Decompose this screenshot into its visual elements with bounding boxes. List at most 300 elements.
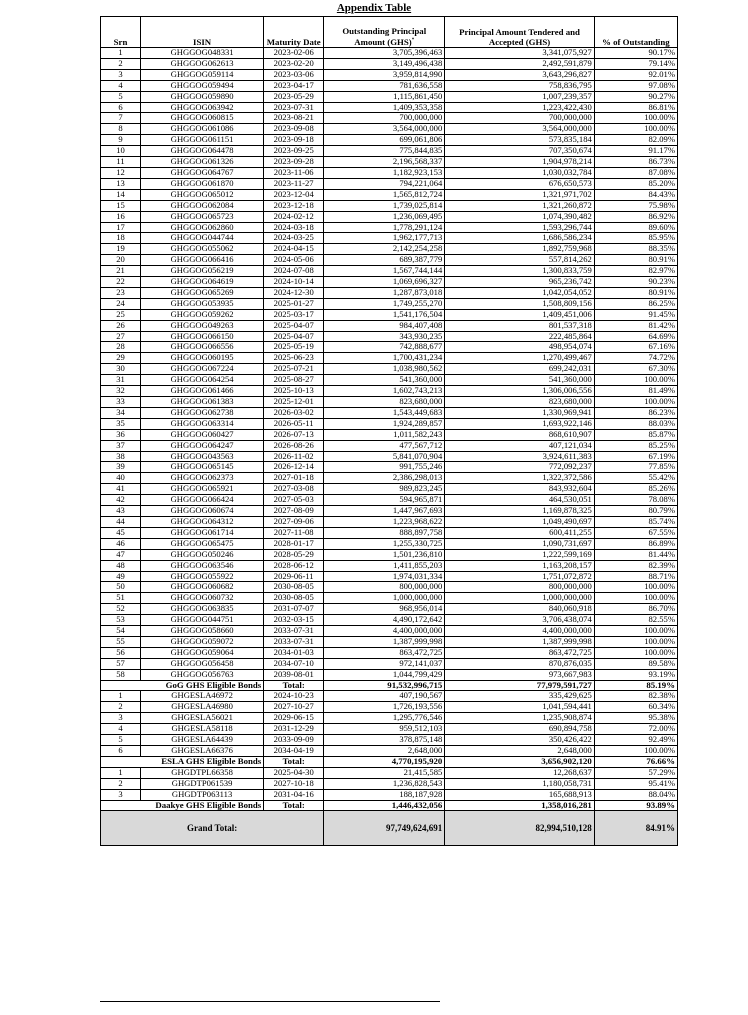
cell-outstanding: 794,221,064 [324,178,445,189]
cell-pct: 85.20% [594,178,677,189]
cell-isin: GHGGOG056219 [141,266,264,277]
cell-srn: 5 [101,735,141,746]
cell-isin: GHGGOG044751 [141,615,264,626]
cell-pct: 81.49% [594,386,677,397]
table-row [101,462,678,473]
table-row [101,451,678,462]
cell-pct: 95.38% [594,713,677,724]
cell-tendered: 823,680,000 [445,397,595,408]
cell-outstanding: 984,407,408 [324,320,445,331]
cell-maturity-date: 2027-10-27 [264,702,324,713]
cell-maturity-date: 2033-07-31 [264,636,324,647]
cell-srn: 4 [101,724,141,735]
cell-srn: 43 [101,506,141,517]
cell-isin: GHGGOG065145 [141,462,264,473]
cell-outstanding: 3,149,496,438 [324,58,445,69]
cell-outstanding: 407,190,567 [324,691,445,702]
cell-tendered: 707,350,674 [445,146,595,157]
cell-pct: 92.49% [594,735,677,746]
cell-maturity-date: 2026-11-02 [264,451,324,462]
cell-srn: 20 [101,255,141,266]
subtotal-tendered: 3,656,902,120 [445,756,595,767]
table-row [101,582,678,593]
cell-tendered: 1,180,058,731 [445,778,595,789]
cell-outstanding: 991,755,246 [324,462,445,473]
table-row [101,375,678,386]
cell-maturity-date: 2033-09-09 [264,735,324,746]
cell-pct: 100.00% [594,746,677,757]
cell-maturity-date: 2023-03-06 [264,69,324,80]
cell-tendered: 350,426,422 [445,735,595,746]
cell-isin: GHGGOG062860 [141,222,264,233]
cell-tendered: 557,814,262 [445,255,595,266]
table-row [101,778,678,789]
cell-srn: 57 [101,658,141,669]
subtotal-outstanding: 91,532,996,715 [324,680,445,691]
cell-outstanding: 1,567,744,144 [324,266,445,277]
cell-srn: 1 [101,767,141,778]
cell-isin: GHGESLA64439 [141,735,264,746]
appendix-table [100,16,678,846]
table-row [101,527,678,538]
cell-tendered: 690,894,758 [445,724,595,735]
cell-isin: GHGGOG060195 [141,353,264,364]
header-srn: Srn [101,17,141,48]
cell-maturity-date: 2025-03-17 [264,309,324,320]
cell-pct: 100.00% [594,582,677,593]
cell-tendered: 2,492,591,879 [445,58,595,69]
table-row [101,473,678,484]
cell-pct: 86.81% [594,102,677,113]
cell-srn: 16 [101,211,141,222]
cell-maturity-date: 2025-06-23 [264,353,324,364]
table-row [101,48,678,59]
cell-isin: GHGDTPL66358 [141,767,264,778]
cell-maturity-date: 2026-12-14 [264,462,324,473]
table-row [101,102,678,113]
cell-tendered: 699,242,031 [445,364,595,375]
cell-tendered: 1,322,372,586 [445,473,595,484]
cell-maturity-date: 2025-05-19 [264,342,324,353]
table-row [101,146,678,157]
cell-maturity-date: 2024-12-30 [264,287,324,298]
cell-pct: 100.00% [594,124,677,135]
cell-pct: 88.35% [594,244,677,255]
cell-isin: GHGGOG059072 [141,636,264,647]
cell-tendered: 1,049,490,697 [445,516,595,527]
subtotal-outstanding: 4,770,195,920 [324,756,445,767]
table-row [101,669,678,680]
cell-srn: 38 [101,451,141,462]
header-outstanding-amount [324,17,445,48]
cell-outstanding: 1,182,923,153 [324,167,445,178]
table-row [101,113,678,124]
footnote-divider [100,1001,440,1002]
cell-srn: 6 [101,746,141,757]
cell-srn: 44 [101,516,141,527]
cell-outstanding: 1,387,999,998 [324,636,445,647]
cell-pct: 100.00% [594,375,677,386]
header-outstanding-label: Outstanding Principal Amount (GHS) [342,26,427,47]
cell-tendered: 758,836,795 [445,80,595,91]
cell-maturity-date: 2039-08-01 [264,669,324,680]
cell-isin: GHGGOG065723 [141,211,264,222]
cell-tendered: 1,409,451,006 [445,309,595,320]
cell-maturity-date: 2023-11-06 [264,167,324,178]
cell-isin: GHGGOG065475 [141,538,264,549]
table-row [101,626,678,637]
cell-isin: GHGGOG065269 [141,287,264,298]
cell-outstanding: 5,841,070,904 [324,451,445,462]
cell-srn: 29 [101,353,141,364]
cell-pct: 90.23% [594,277,677,288]
cell-pct: 78.08% [594,495,677,506]
cell-tendered: 1,508,809,156 [445,298,595,309]
header-tendered-amount: Principal Amount Tendered and Accepted (GHS) [445,17,595,48]
table-row [101,331,678,342]
table-row [101,560,678,571]
cell-outstanding: 1,411,855,203 [324,560,445,571]
cell-isin: GHGESLA46972 [141,691,264,702]
cell-pct: 91.17% [594,146,677,157]
table-row [101,484,678,495]
cell-srn: 25 [101,309,141,320]
cell-maturity-date: 2031-04-16 [264,789,324,800]
cell-maturity-date: 2023-04-17 [264,80,324,91]
cell-srn: 56 [101,647,141,658]
cell-outstanding: 742,888,677 [324,342,445,353]
cell-srn: 30 [101,364,141,375]
cell-tendered: 1,169,878,325 [445,506,595,517]
cell-pct: 74.72% [594,353,677,364]
subtotal-row [101,800,678,811]
cell-maturity-date: 2025-12-01 [264,397,324,408]
cell-tendered: 3,924,611,383 [445,451,595,462]
cell-isin: GHGGOG059262 [141,309,264,320]
cell-isin: GHGGOG062738 [141,407,264,418]
cell-maturity-date: 2034-07-10 [264,658,324,669]
cell-pct: 77.85% [594,462,677,473]
cell-outstanding: 594,965,871 [324,495,445,506]
subtotal-row [101,756,678,767]
cell-srn: 58 [101,669,141,680]
cell-tendered: 498,954,074 [445,342,595,353]
cell-srn: 12 [101,167,141,178]
cell-outstanding: 1,236,828,543 [324,778,445,789]
cell-outstanding: 4,400,000,000 [324,626,445,637]
cell-maturity-date: 2024-04-15 [264,244,324,255]
table-row [101,636,678,647]
cell-srn: 39 [101,462,141,473]
cell-pct: 86.89% [594,538,677,549]
cell-outstanding: 2,196,568,337 [324,157,445,168]
cell-isin: GHGGOG064619 [141,277,264,288]
table-row [101,178,678,189]
cell-srn: 31 [101,375,141,386]
cell-srn: 47 [101,549,141,560]
cell-isin: GHGGOG061714 [141,527,264,538]
cell-maturity-date: 2025-04-07 [264,320,324,331]
cell-isin: GHGGOG059890 [141,91,264,102]
table-row [101,266,678,277]
cell-tendered: 1,751,072,872 [445,571,595,582]
cell-srn: 49 [101,571,141,582]
cell-isin: GHGGOG064478 [141,146,264,157]
table-row [101,309,678,320]
table-row [101,724,678,735]
cell-maturity-date: 2027-01-18 [264,473,324,484]
cell-outstanding: 800,000,000 [324,582,445,593]
cell-maturity-date: 2025-07-21 [264,364,324,375]
cell-pct: 88.71% [594,571,677,582]
cell-tendered: 1,223,422,430 [445,102,595,113]
cell-maturity-date: 2027-11-08 [264,527,324,538]
cell-tendered: 222,485,864 [445,331,595,342]
cell-pct: 67.19% [594,451,677,462]
cell-isin: GHGGOG066416 [141,255,264,266]
cell-outstanding: 1,726,193,556 [324,702,445,713]
table-row [101,58,678,69]
cell-maturity-date: 2029-06-11 [264,571,324,582]
cell-pct: 67.16% [594,342,677,353]
cell-tendered: 1,330,969,941 [445,407,595,418]
cell-srn: 3 [101,789,141,800]
cell-isin: GHGESLA56021 [141,713,264,724]
cell-isin: GHGESLA46980 [141,702,264,713]
cell-maturity-date: 2026-03-02 [264,407,324,418]
header-isin: ISIN [141,17,264,48]
cell-srn: 42 [101,495,141,506]
cell-isin: GHGGOG067224 [141,364,264,375]
cell-maturity-date: 2030-08-05 [264,593,324,604]
table-row [101,364,678,375]
cell-tendered: 12,268,637 [445,767,595,778]
cell-maturity-date: 2026-05-11 [264,418,324,429]
cell-tendered: 1,693,922,146 [445,418,595,429]
table-row [101,506,678,517]
table-row [101,167,678,178]
cell-maturity-date: 2025-10-13 [264,386,324,397]
cell-isin: GHGGOG064254 [141,375,264,386]
cell-srn: 53 [101,615,141,626]
subtotal-outstanding: 1,446,432,056 [324,800,445,811]
cell-srn: 15 [101,200,141,211]
subtotal-label: GoG GHS Eligible Bonds [101,680,264,691]
cell-maturity-date: 2023-02-20 [264,58,324,69]
cell-pct: 87.08% [594,167,677,178]
subtotal-tendered: 77,979,591,727 [445,680,595,691]
cell-outstanding: 4,490,172,642 [324,615,445,626]
cell-outstanding: 2,142,254,258 [324,244,445,255]
cell-isin: GHGGOG063942 [141,102,264,113]
cell-isin: GHGGOG044744 [141,233,264,244]
cell-tendered: 1,300,833,759 [445,266,595,277]
cell-pct: 92.01% [594,69,677,80]
cell-maturity-date: 2026-07-13 [264,429,324,440]
cell-srn: 21 [101,266,141,277]
cell-outstanding: 1,962,177,713 [324,233,445,244]
cell-srn: 4 [101,80,141,91]
cell-outstanding: 1,044,799,429 [324,669,445,680]
subtotal-row [101,680,678,691]
cell-pct: 100.00% [594,636,677,647]
cell-isin: GHGGOG049263 [141,320,264,331]
table-row [101,342,678,353]
cell-srn: 27 [101,331,141,342]
cell-maturity-date: 2031-07-07 [264,604,324,615]
cell-pct: 93.19% [594,669,677,680]
cell-srn: 50 [101,582,141,593]
table-row [101,222,678,233]
cell-pct: 90.17% [594,48,677,59]
cell-tendered: 1,321,260,872 [445,200,595,211]
table-row [101,200,678,211]
cell-outstanding: 1,038,980,562 [324,364,445,375]
cell-srn: 23 [101,287,141,298]
cell-outstanding: 1,543,449,683 [324,407,445,418]
cell-isin: GHGGOG063546 [141,560,264,571]
cell-pct: 86.70% [594,604,677,615]
cell-tendered: 965,236,742 [445,277,595,288]
cell-isin: GHGGOG066150 [141,331,264,342]
cell-srn: 48 [101,560,141,571]
cell-outstanding: 1,115,861,450 [324,91,445,102]
cell-outstanding: 1,447,967,693 [324,506,445,517]
cell-tendered: 1,306,006,556 [445,386,595,397]
cell-outstanding: 989,823,245 [324,484,445,495]
cell-outstanding: 1,000,000,000 [324,593,445,604]
cell-isin: GHGGOG064247 [141,440,264,451]
cell-outstanding: 888,897,758 [324,527,445,538]
cell-srn: 5 [101,91,141,102]
cell-tendered: 863,472,725 [445,647,595,658]
cell-tendered: 1,270,499,467 [445,353,595,364]
cell-pct: 60.34% [594,702,677,713]
cell-maturity-date: 2026-08-26 [264,440,324,451]
cell-srn: 45 [101,527,141,538]
cell-pct: 82.09% [594,135,677,146]
cell-pct: 85.74% [594,516,677,527]
cell-pct: 75.98% [594,200,677,211]
cell-tendered: 676,650,573 [445,178,595,189]
cell-srn: 54 [101,626,141,637]
cell-maturity-date: 2023-12-04 [264,189,324,200]
cell-maturity-date: 2023-05-29 [264,91,324,102]
cell-outstanding: 689,387,779 [324,255,445,266]
cell-pct: 82.97% [594,266,677,277]
cell-maturity-date: 2025-01-27 [264,298,324,309]
cell-tendered: 3,564,000,000 [445,124,595,135]
cell-outstanding: 2,648,000 [324,746,445,757]
cell-maturity-date: 2024-03-18 [264,222,324,233]
cell-isin: GHGDTP063113 [141,789,264,800]
cell-outstanding: 775,844,835 [324,146,445,157]
cell-srn: 1 [101,48,141,59]
cell-tendered: 801,537,318 [445,320,595,331]
cell-outstanding: 1,287,873,018 [324,287,445,298]
cell-pct: 88.03% [594,418,677,429]
cell-outstanding: 3,959,814,990 [324,69,445,80]
cell-tendered: 407,121,034 [445,440,595,451]
cell-pct: 90.27% [594,91,677,102]
cell-isin: GHGGOG063835 [141,604,264,615]
table-row [101,440,678,451]
cell-pct: 67.55% [594,527,677,538]
cell-outstanding: 477,567,712 [324,440,445,451]
cell-srn: 10 [101,146,141,157]
cell-outstanding: 1,236,069,495 [324,211,445,222]
table-row [101,658,678,669]
subtotal-pct: 85.19% [594,680,677,691]
cell-isin: GHGESLA58118 [141,724,264,735]
cell-tendered: 1,321,971,702 [445,189,595,200]
cell-isin: GHGGOG059114 [141,69,264,80]
cell-tendered: 840,060,918 [445,604,595,615]
cell-maturity-date: 2023-09-18 [264,135,324,146]
cell-tendered: 868,610,907 [445,429,595,440]
cell-srn: 22 [101,277,141,288]
cell-srn: 52 [101,604,141,615]
page-title: Appendix Table [336,2,412,14]
table-row [101,91,678,102]
cell-outstanding: 1,255,330,725 [324,538,445,549]
cell-isin: GHGGOG060732 [141,593,264,604]
cell-tendered: 4,400,000,000 [445,626,595,637]
cell-isin: GHGGOG061086 [141,124,264,135]
cell-isin: GHGGOG043563 [141,451,264,462]
cell-maturity-date: 2023-09-08 [264,124,324,135]
table-row [101,767,678,778]
cell-isin: GHGGOG060427 [141,429,264,440]
cell-tendered: 1,222,599,169 [445,549,595,560]
header-pct-outstanding: % of Outstanding [594,17,677,48]
cell-srn: 17 [101,222,141,233]
table-row [101,287,678,298]
header-maturity-date: Maturity Date [264,17,324,48]
cell-isin: GHGGOG063314 [141,418,264,429]
table-row [101,429,678,440]
cell-maturity-date: 2023-09-25 [264,146,324,157]
cell-isin: GHGGOG062373 [141,473,264,484]
cell-outstanding: 1,749,255,270 [324,298,445,309]
table-row [101,386,678,397]
table-row [101,211,678,222]
table-row [101,135,678,146]
table-row [101,713,678,724]
table-row [101,538,678,549]
subtotal-pct: 76.66% [594,756,677,767]
cell-srn: 1 [101,691,141,702]
cell-srn: 34 [101,407,141,418]
cell-tendered: 335,429,625 [445,691,595,702]
cell-srn: 35 [101,418,141,429]
cell-maturity-date: 2028-06-12 [264,560,324,571]
cell-tendered: 1,387,999,998 [445,636,595,647]
cell-isin: GHGGOG060682 [141,582,264,593]
table-row [101,277,678,288]
cell-maturity-date: 2027-09-06 [264,516,324,527]
cell-pct: 100.00% [594,113,677,124]
cell-pct: 82.55% [594,615,677,626]
cell-isin: GHGESLA66376 [141,746,264,757]
cell-pct: 85.26% [594,484,677,495]
cell-srn: 33 [101,397,141,408]
cell-tendered: 1,892,759,968 [445,244,595,255]
cell-outstanding: 188,187,928 [324,789,445,800]
cell-pct: 82.39% [594,560,677,571]
cell-pct: 80.79% [594,506,677,517]
cell-isin: GHGGOG061326 [141,157,264,168]
